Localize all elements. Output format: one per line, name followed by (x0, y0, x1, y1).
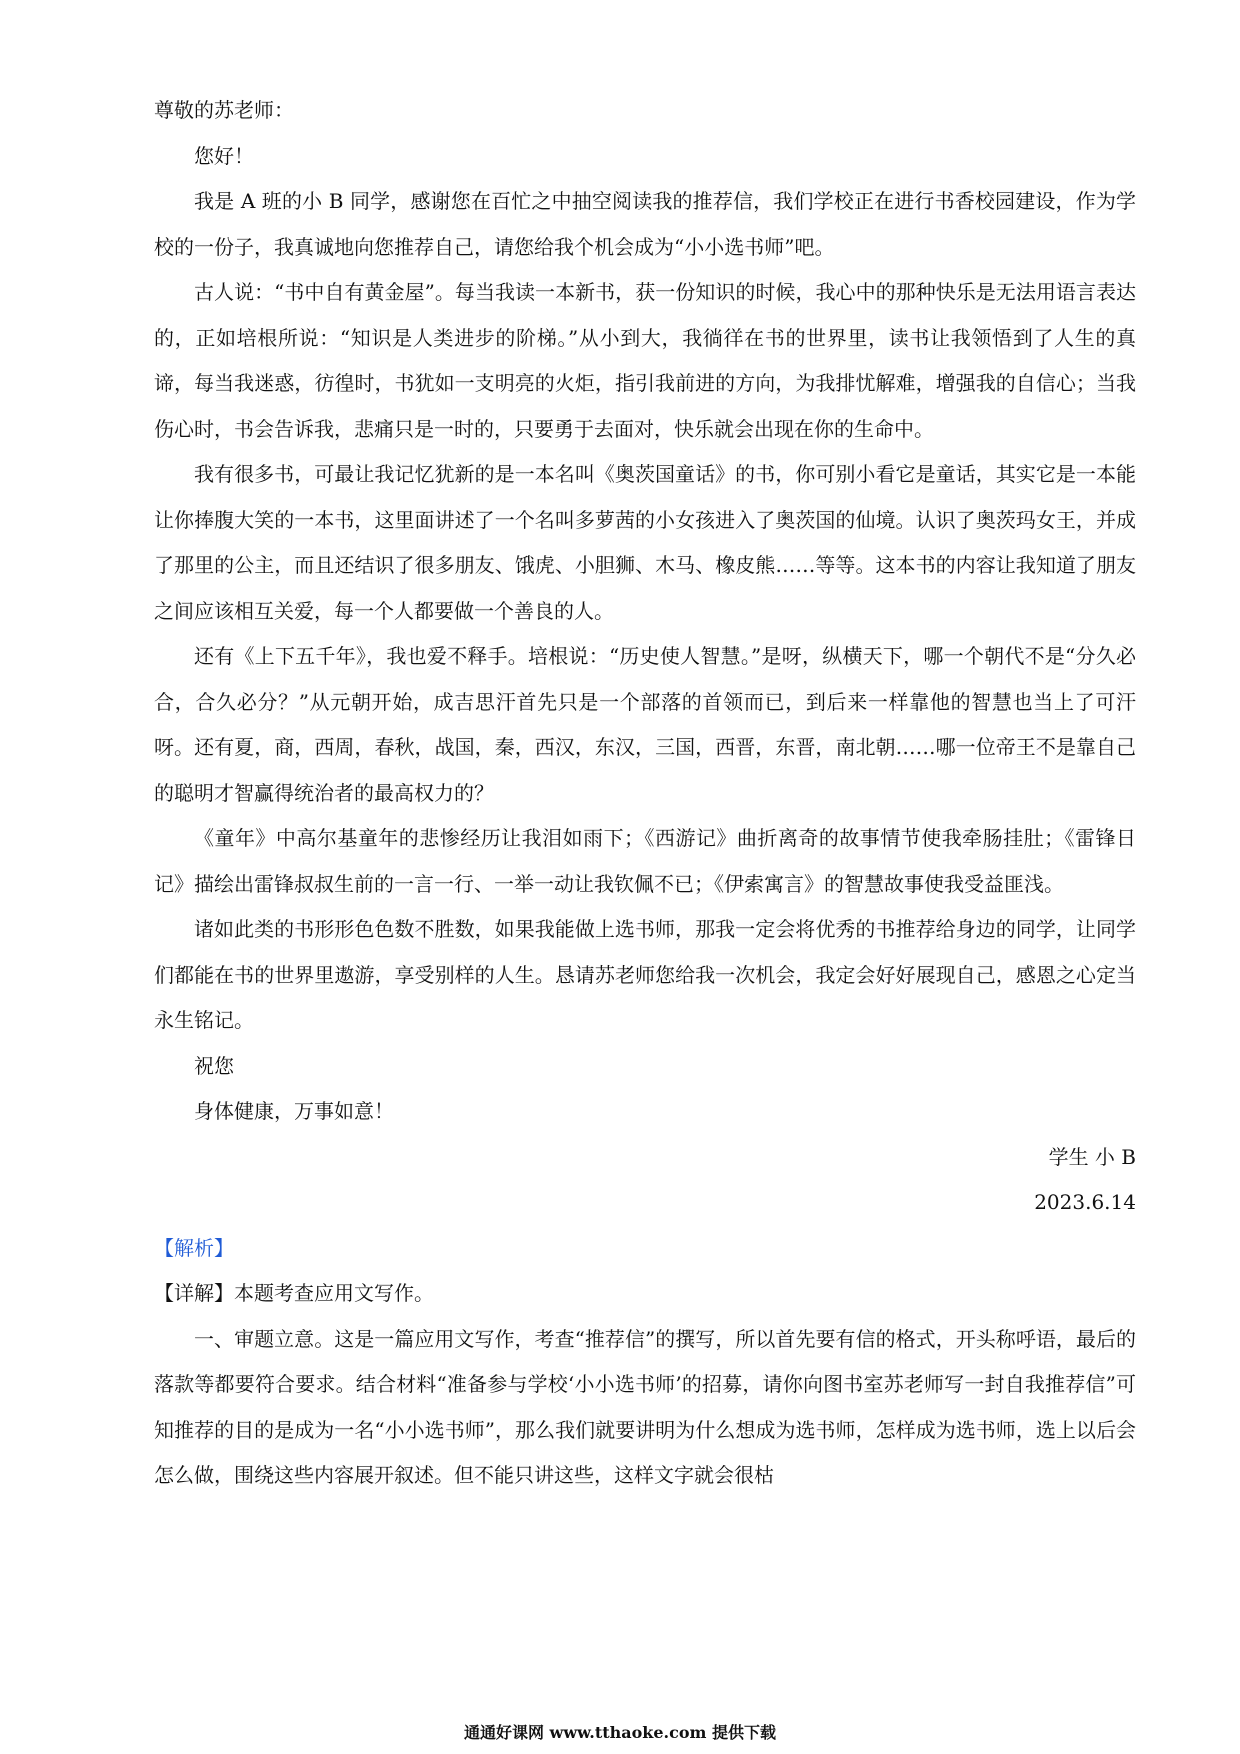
page-footer: 通通好课网 www.tthaoke.com 提供下载 (463, 1723, 777, 1742)
letter-signature: 学生 小 B (1048, 1144, 1136, 1169)
analysis-paragraph: 一、审题立意。这是一篇应用文写作，考查“推荐信”的撰写，所以首先要有信的格式，开头称呼语，最后的落款等都要符合要求。结合材料“准备参与学校‘小小选书师’的招募，请你向图书室苏老师写一封自我推荐信”可知推荐的目的是成为一名“小小选书师”，那么我们就要讲明为什么想成为选书师，怎样成为选书师，选上以后会怎么做，围绕这些内容展开叙述。但不能只讲这些，这样文字就会很枯 (154, 1326, 1136, 1487)
letter-paragraph: 我有很多书，可最让我记忆犹新的是一本名叫《奥茨国童话》的书，你可别小看它是童话，其实它是一本能让你捧腹大笑的一本书，这里面讲述了一个名叫多萝茜的小女孩进入了奥茨国的仙境。认识了奥茨玛女王，并成了那里的公主，而且还结识了很多朋友、饿虎、小胆狮、木马、橡皮熊……等等。这本书的内容让我知道了朋友之间应该相互关爱，每一个人都要做一个善良的人。 (154, 462, 1136, 623)
letter-paragraph: 诸如此类的书形形色色数不胜数，如果我能做上选书师，那我一定会将优秀的书推荐给身边的同学，让同学们都能在书的世界里遨游，享受别样的人生。恳请苏老师您给我一次机会，我定会好好展现自己，感恩之心定当永生铭记。 (154, 917, 1136, 1032)
analysis-detail (154, 1271, 1136, 1317)
letter-wish: 身体健康，万事如意！ (194, 1099, 394, 1123)
letter-paragraph: 我是 A 班的小 B 同学，感谢您在百忙之中抽空阅读我的推荐信，我们学校正在进行书香校园建设，作为学校的一份子，我真诚地向您推荐自己，请您给我个机会成为“小小选书师”吧。 (154, 189, 1136, 259)
letter-paragraph: 还有《上下五千年》，我也爱不释手。培根说：“历史使人智慧。”是呀，纵横天下，哪一个朝代不是“分久必合，合久必分？”从元朝开始，成吉思汗首先只是一个部落的首领而已，到后来一样靠他的智慧也当上了可汗呀。还有夏，商，西周，春秋，战国，秦，西汉，东汉，三国，西晋，东晋，南北朝……哪一位帝王不是靠自己的聪明才智赢得统治者的最高权力的？ (154, 644, 1136, 805)
letter-paragraph: 《童年》中高尔基童年的悲惨经历让我泪如雨下；《西游记》曲折离奇的故事情节使我牵肠挂肚；《雷锋日记》描绘出雷锋叔叔生前的一言一行、一举一动让我钦佩不已；《伊索寓言》的智慧故事使我受益匪浅。 (154, 826, 1136, 896)
analysis-tag: 【解析】 (154, 1235, 234, 1260)
letter-date: 2023.6.14 (1034, 1190, 1136, 1214)
letter-greeting: 您好！ (194, 143, 254, 168)
letter-salutation: 尊敬的苏老师： (154, 98, 294, 122)
detail-tag: 【详解】 (154, 1281, 234, 1305)
analysis-heading (154, 1226, 1136, 1272)
document-page (154, 88, 1136, 1499)
letter-paragraph: 古人说：“书中自有黄金屋”。每当我读一本新书，获一份知识的时候，我心中的那种快乐是无法用语言表达的，正如培根所说：“知识是人类进步的阶梯。”从小到大，我徜徉在书的世界里，读书让我领悟到了人生的真谛，每当我迷惑，彷徨时，书犹如一支明亮的火炬，指引我前进的方向，为我排忧解难，增强我的自信心；当我伤心时，书会告诉我，悲痛只是一时的，只要勇于去面对，快乐就会出现在你的生命中。 (154, 280, 1136, 441)
detail-text: 本题考查应用文写作。 (234, 1281, 434, 1305)
letter-closing: 祝您 (194, 1053, 234, 1078)
